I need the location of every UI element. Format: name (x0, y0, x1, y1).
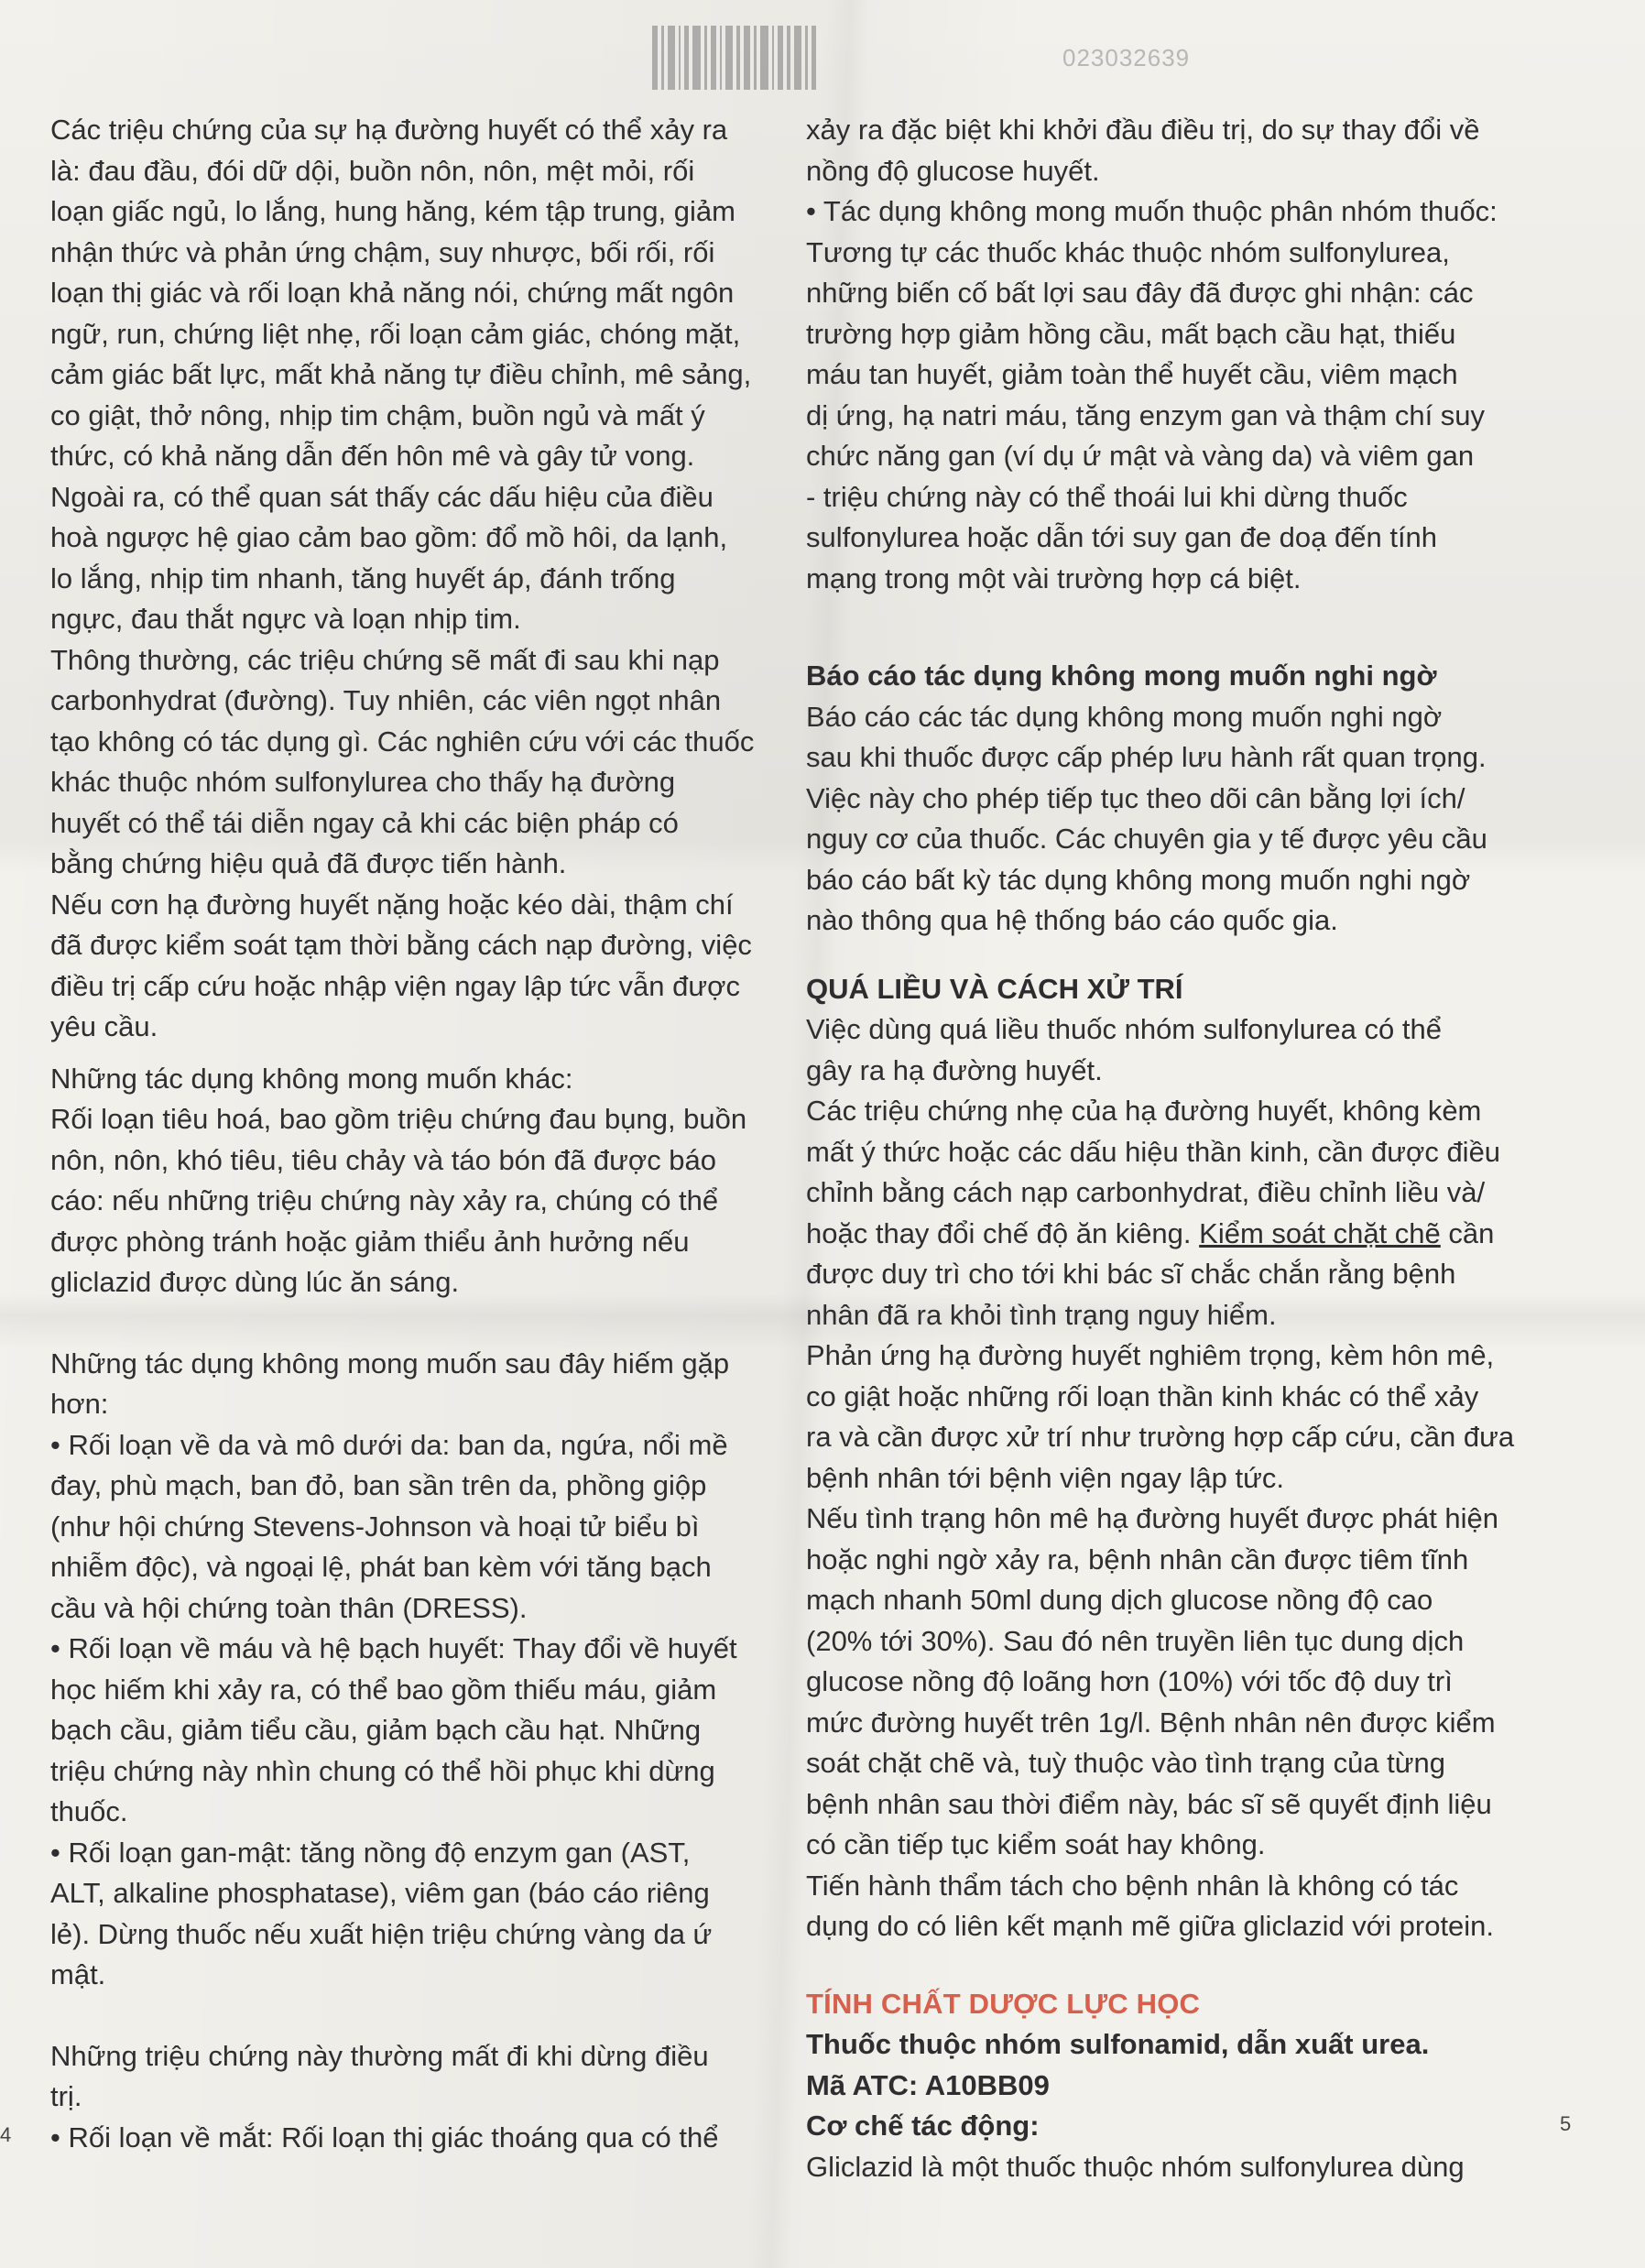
eye-disorders-paragraph: Những triệu chứng này thường mất đi khi dừng điều trị. • Rối loạn về mắt: Rối loạn thị giác thoáng qua có thể (50, 2039, 719, 2154)
severe-hypoglycemia-paragraph: Nếu cơn hạ đường huyết nặng hoặc kéo dài, thậm chí đã được kiểm soát tạm thời bằng cách nạp đường, việc điều trị cấp cứu hoặc nhập viện ngay lập tức vẫn được yêu cầu. (50, 888, 752, 1042)
page-number-left: 4 (0, 2123, 12, 2146)
mechanism-heading: Cơ chế tác động: (806, 2110, 1040, 2142)
overdose-heading: QUÁ LIỀU VÀ CÁCH XỬ TRÍ (806, 972, 1183, 1005)
hypoglycemia-symptoms-paragraph: Các triệu chứng của sự hạ đường huyết có thể xảy ra là: đau đầu, đói dữ dội, buồn nôn, nôn, mệt mỏi, rối loạn giấc ngủ, lo lắng, hung hăng, kém tập trung, giảm nhận thức và phản ứng chậm, suy nhược, bối rối, rối loạn thị giác và rối loạn khả năng nói, chứng mất ngôn ngữ, run, chứng liệt nhẹ, rối loạn cảm giác, chóng mặt, cảm giác bất lực, mất khả năng tự điều chỉnh, mê sảng, co giật, thở nông, nhịp tim chậm, buồn ngủ và mất ý thức, có khả năng dẫn đến hôn mê và gây tử vong. (50, 114, 752, 472)
rare-effects-paragraph: Những tác dụng không mong muốn sau đây hiếm gặp hơn: • Rối loạn về da và mô dưới da: ban da, ngứa, nổi mề đay, phù mạch, ban đỏ, ban sần trên da, phồng giộp (như hội chứng Stevens-Johnson và hoại tử biểu bì nhiễm độc), và ngoại lệ, phát ban kèm với tăng bạch cầu và hội chứng toàn thân (DRESS). • Rối loạn về máu và hệ bạch huyết: Thay đổi về huyết học hiếm khi xảy ra, có thể bao gồm thiếu máu, giảm bạch cầu, giảm tiểu cầu, giảm bạch cầu hạt. Những triệu chứng này nhìn chung có thể hồi phục khi dừng thuốc. • Rối loạn gan-mật: tăng nồng độ enzym gan (AST, ALT, alkaline phosphatase), viêm gan (báo cáo riêng lẻ). Dừng thuốc nếu xuất hiện triệu chứng vàng da ứ mật. (50, 1347, 737, 1990)
strict-control-text: Kiểm soát chặt chẽ (1199, 1216, 1441, 1249)
overdose-paragraph-5: Tiến hành thẩm tách cho bệnh nhân là không có tác dụng do có liên kết mạnh mẽ giữa gliclazid với protein. (806, 1869, 1495, 1942)
right-column (806, 110, 1520, 2187)
overdose-paragraph-4: Nếu tình trạng hôn mê hạ đường huyết được phát hiện hoặc nghi ngờ xảy ra, bệnh nhân cần được tiêm tĩnh mạch nhanh 50ml dung dịch glucose nồng độ cao (20% tới 30%). Sau đó nên truyền liên tục dung dịch glucose nồng độ loãng hơn (10%) với tốc độ duy trì mức đường huyết trên 1g/l. Bệnh nhân nên được kiểm soát chặt chẽ và, tuỳ thuộc vào tình trạng của từng bệnh nhân sau thời điểm này, bác sĩ sẽ quyết định liệu có cần tiếp tục kiểm soát hay không. (806, 1502, 1499, 1860)
atc-code: Mã ATC: A10BB09 (806, 2068, 1050, 2101)
carbohydrate-paragraph: Thông thường, các triệu chứng sẽ mất đi sau khi nạp carbonhydrat (đường). Tuy nhiên, các viên ngọt nhân tạo không có tác dụng gì. Các nghiên cứu với các thuốc khác thuộc nhóm sulfonylurea cho thấy hạ đường huyết có thể tái diễn ngay cả khi các biện pháp có bằng chứng hiệu quả đã được tiến hành. (50, 643, 755, 879)
overdose-paragraph-2-start: Các triệu chứng nhẹ của hạ đường huyết, không kèm mất ý thức hoặc các dấu hiệu thần kinh, cần được điều chỉnh bằng cách nạp carbonhydrat, điều chỉnh liều và/ hoặc thay đổi chế độ ăn kiêng. (806, 1095, 1501, 1249)
report-body: Báo cáo các tác dụng không mong muốn nghi ngờ sau khi thuốc được cấp phép lưu hành rất quan trọng. Việc này cho phép tiếp tục theo dõi cân bằng lợi ích/ nguy cơ của thuốc. Các chuyên gia y tế được yêu cầu báo cáo bất kỳ tác dụng không mong muốn nghi ngờ nào thông qua hệ thống báo cáo quốc gia. (806, 700, 1487, 936)
overdose-paragraph-2-end: cần được duy trì cho tới khi bác sĩ chắc chắn rằng bệnh nhân đã ra khỏi tình trạng nguy hiểm. (806, 1216, 1495, 1331)
overdose-paragraph-3: Phản ứng hạ đường huyết nghiêm trọng, kèm hôn mê, co giật hoặc những rối loạn thần kinh khác có thể xảy ra và cần được xử trí như trường hợp cấp cứu, cần đưa bệnh nhân tới bệnh viện ngay lập tức. (806, 1339, 1515, 1494)
left-column (50, 110, 774, 2158)
report-heading: Báo cáo tác dụng không mong muốn nghi ngờ (806, 660, 1437, 692)
sympathetic-signs-paragraph: Ngoài ra, có thể quan sát thấy các dấu hiệu của điều hoà ngược hệ giao cảm bao gồm: đổ mồ hôi, da lạnh, lo lắng, nhịp tim nhanh, tăng huyết áp, đánh trống ngực, đau thắt ngực và loạn nhịp tim. (50, 480, 728, 635)
barcode (652, 26, 822, 90)
pharmacotherapeutic-group: Thuốc thuộc nhóm sulfonamid, dẫn xuất urea. (806, 2028, 1430, 2060)
pharmacodynamics-heading: TÍNH CHẤT DƯỢC LỰC HỌC (806, 1987, 1201, 2020)
class-effects-paragraph: xảy ra đặc biệt khi khởi đầu điều trị, do sự thay đổi về nồng độ glucose huyết. • Tác dụng không mong muốn thuộc phân nhóm thuốc: Tương tự các thuốc khác thuộc nhóm sulfonylurea, những biến cố bất lợi sau đây đã được ghi nhận: các trường hợp giảm hồng cầu, mất bạch cầu hạt, thiếu máu tan huyết, giảm toàn thể huyết cầu, viêm mạch dị ứng, hạ natri máu, tăng enzym gan và thậm chí suy chức năng gan (ví dụ ứ mật và vàng da) và viêm gan - triệu chứng này có thể thoái lui khi dừng thuốc sulfonylurea hoặc dẫn tới suy gan đe doạ đến tính mạng trong một vài trường hợp cá biệt. (806, 114, 1498, 594)
page-number-right: 5 (1560, 2112, 1572, 2135)
overdose-paragraph-1: Việc dùng quá liều thuốc nhóm sulfonylurea có thể gây ra hạ đường huyết. (806, 1013, 1442, 1086)
overdose-paragraph-2 (806, 1091, 1520, 1336)
other-effects-paragraph: Những tác dụng không mong muốn khác: Rối loạn tiêu hoá, bao gồm triệu chứng đau bụng, buồn nôn, nôn, khó tiêu, tiêu chảy và táo bón đã được báo cáo: nếu những triệu chứng này xảy ra, chúng có thể được phòng tránh hoặc giảm thiểu ảnh hưởng nếu gliclazid được dùng lúc ăn sáng. (50, 1062, 747, 1298)
mechanism-body: Gliclazid là một thuốc thuộc nhóm sulfonylurea dùng (806, 2150, 1465, 2183)
barcode-number: 023032639 (1062, 44, 1191, 71)
